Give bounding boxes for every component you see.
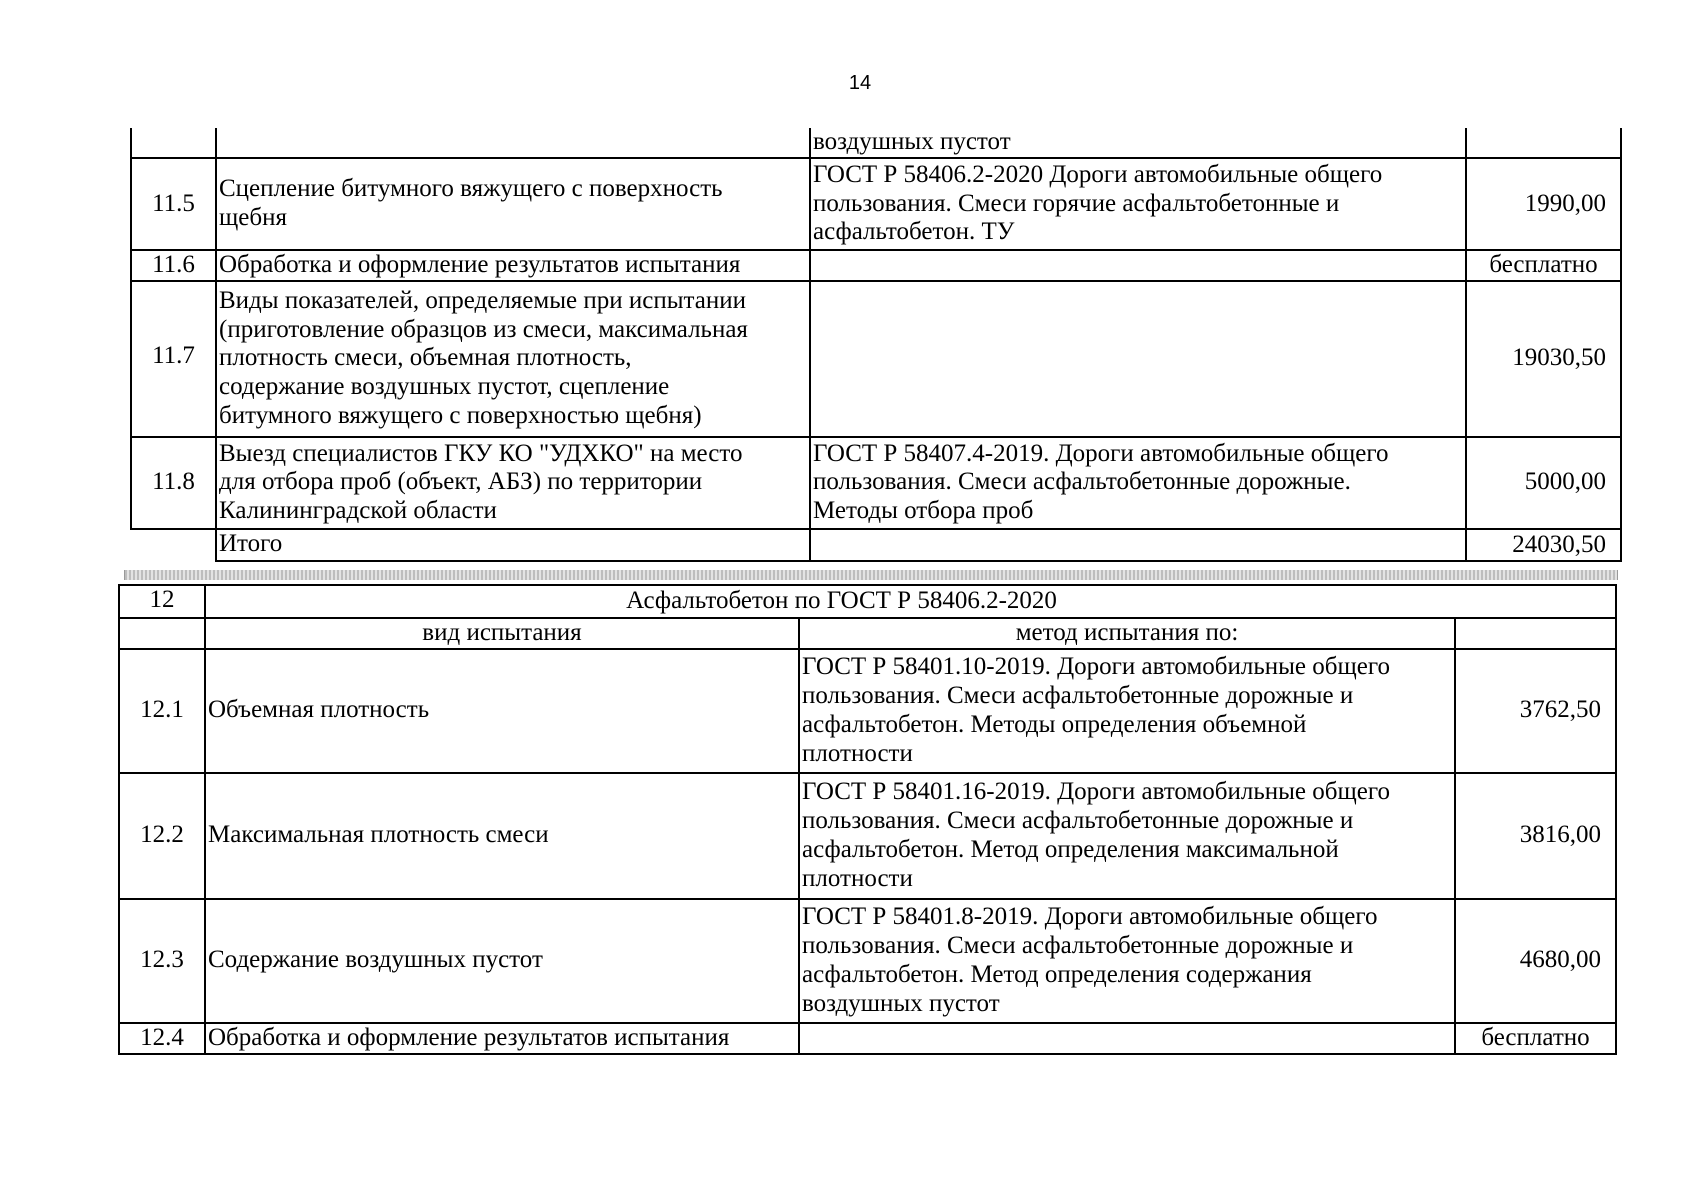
page-number: 14 [848,72,872,94]
table-row [119,899,1616,1023]
price-cell: 5000,00 [1466,437,1621,529]
table-row [119,773,1616,899]
column-header-test: вид испытания [205,618,799,649]
test-name-cell: Максимальная плотность смеси [205,773,799,899]
method-cell [810,529,1466,561]
price-cell: 3762,50 [1455,649,1616,773]
row-number: 11.6 [131,250,216,281]
row-number: 11.7 [131,281,216,437]
table-row [131,281,1621,437]
row-number [131,529,216,561]
section-12-table [118,584,1617,1055]
test-name-cell: Виды показателей, определяемые при испытании (приготовление образцов из смеси, максимальная плотность смеси, объемная плотность, содержание воздушных пустот, сцепление битумного вяжущего с поверхностью щебня) [216,281,810,437]
price-cell [1466,128,1621,158]
table-row [131,437,1621,529]
section-number: 12 [119,585,205,618]
test-name-cell: Обработка и оформление результатов испытания [205,1023,799,1054]
section-11-table [130,128,1622,562]
test-name-cell [216,128,810,158]
row-number: 12.1 [119,649,205,773]
table-row [131,250,1621,281]
method-cell [810,250,1466,281]
method-cell: ГОСТ Р 58407.4-2019. Дороги автомобильные общего пользования. Смеси асфальтобетонные дорожные. Методы отбора проб [810,437,1466,529]
method-cell [810,281,1466,437]
method-cell [799,1023,1455,1054]
price-cell: 3816,00 [1455,773,1616,899]
method-cell: ГОСТ Р 58401.16-2019. Дороги автомобильные общего пользования. Смеси асфальтобетонные дорожные и асфальтобетон. Метод определения максимальной плотности [799,773,1455,899]
row-number: 11.5 [131,158,216,250]
price-cell: 4680,00 [1455,899,1616,1023]
price-cell [1455,618,1616,649]
method-cell: ГОСТ Р 58401.8-2019. Дороги автомобильные общего пользования. Смеси асфальтобетонные дорожные и асфальтобетон. Метод определения содержания воздушных пустот [799,899,1455,1023]
test-name-cell: Обработка и оформление результатов испытания [216,250,810,281]
section-header-row [119,585,1616,618]
column-header-method: метод испытания по: [799,618,1455,649]
method-cell: воздушных пустот [810,128,1466,158]
section-title: Асфальтобетон по ГОСТ Р 58406.2-2020 [205,585,1616,618]
test-name-cell: Выезд специалистов ГКУ КО "УДХКО" на место для отбора проб (объект, АБЗ) по территории Калининградской области [216,437,810,529]
test-name-cell: Сцепление битумного вяжущего с поверхность щебня [216,158,810,250]
method-cell: ГОСТ Р 58406.2-2020 Дороги автомобильные общего пользования. Смеси горячие асфальтобетонные и асфальтобетон. ТУ [810,158,1466,250]
row-number: 11.8 [131,437,216,529]
table-row [131,128,1621,158]
total-value: 24030,50 [1466,529,1621,561]
row-number [119,618,205,649]
method-cell: ГОСТ Р 58401.10-2019. Дороги автомобильные общего пользования. Смеси асфальтобетонные дорожные и асфальтобетон. Методы определения объемной плотности [799,649,1455,773]
table-row [131,158,1621,250]
price-cell: бесплатно [1466,250,1621,281]
test-name-cell: Содержание воздушных пустот [205,899,799,1023]
column-header-row [119,618,1616,649]
price-cell: 1990,00 [1466,158,1621,250]
table-row [119,649,1616,773]
row-number: 12.3 [119,899,205,1023]
section-separator [124,570,1618,580]
total-row [131,529,1621,561]
test-name-cell: Объемная плотность [205,649,799,773]
total-label: Итого [216,529,810,561]
row-number: 12.4 [119,1023,205,1054]
price-cell: 19030,50 [1466,281,1621,437]
price-cell: бесплатно [1455,1023,1616,1054]
table-row [119,1023,1616,1054]
row-number: 12.2 [119,773,205,899]
row-number [131,128,216,158]
